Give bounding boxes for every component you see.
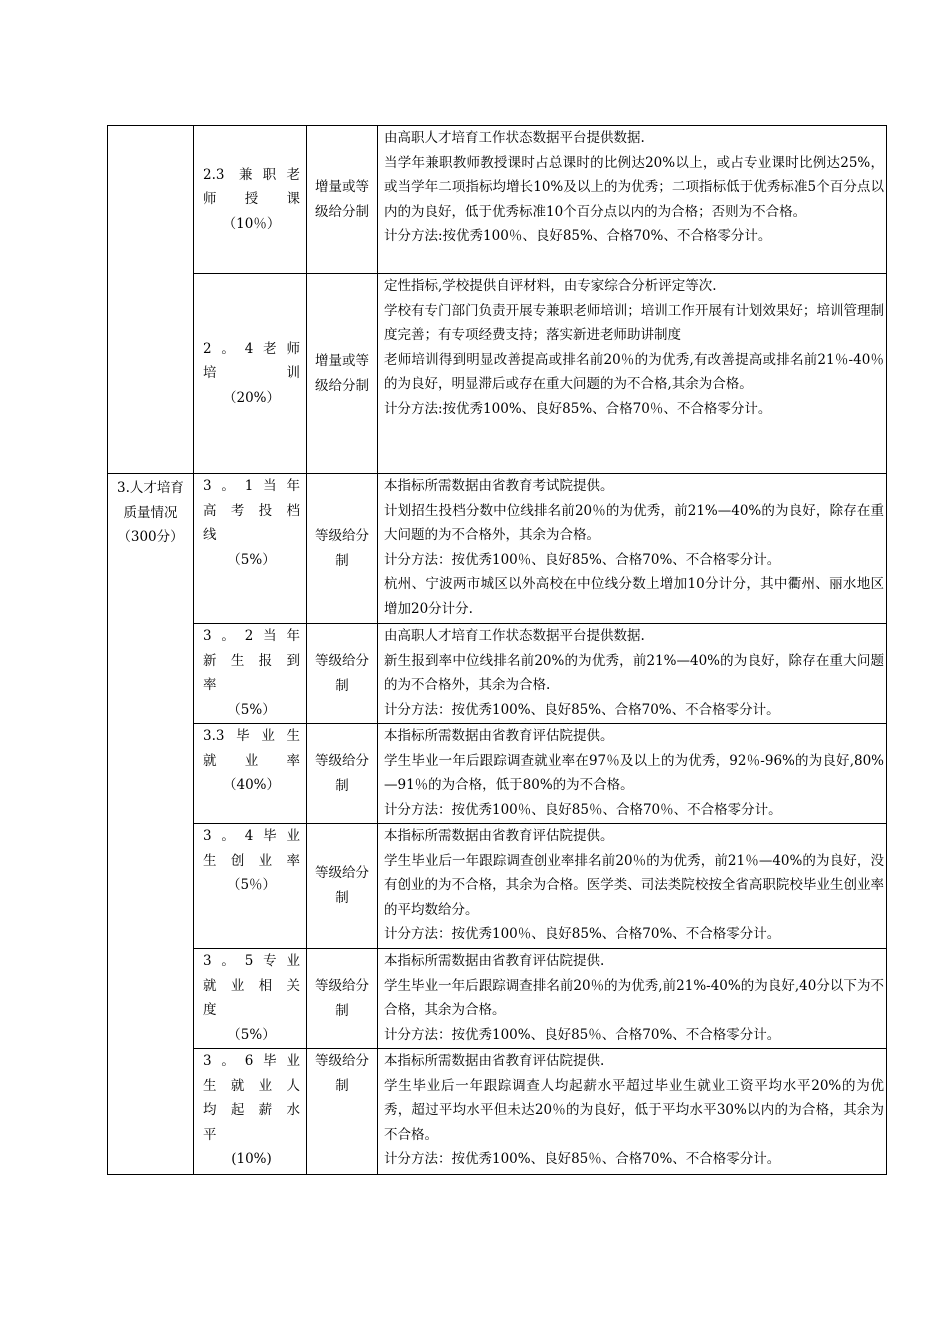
weight-label: （5％） (226, 877, 277, 894)
scoring-method-cell: 等级给分制 (307, 949, 378, 1049)
scoring-method-cell: 等级给分制 (307, 1049, 378, 1175)
indicator-cell: 3。6毕业 生就业人 均起薪水 平 (10%) (194, 1049, 307, 1175)
evaluation-table (107, 125, 887, 1175)
scoring-method-cell: 等级给分制 (307, 824, 378, 949)
table-row (108, 126, 887, 274)
weight-label: （5%） (227, 1026, 276, 1043)
indicator-cell: 2。4老师 培 训 （20%） (194, 274, 307, 474)
table-row (108, 624, 887, 724)
scoring-method-cell: 增量或等级给分制 (307, 126, 378, 274)
category-cell-empty (108, 126, 194, 474)
description-cell: 本指标所需数据由省教育评估院提供. 学生毕业一年后跟踪调查排名前20％的为优秀,前21%-40%的为良好,40分以下为不合格，其余为合格。 计分方法：按优秀100%、良好85％、合格70%、不合格零分计。 (378, 949, 887, 1049)
weight-label: （10％） (222, 215, 281, 232)
scoring-method-cell: 增量或等级给分制 (307, 274, 378, 474)
description-cell: 定性指标,学校提供自评材料，由专家综合分析评定等次. 学校有专门部门负责开展专兼职老师培训；培训工作开展有计划效果好；培训管理制度完善；有专项经费支持；落实新进老师助讲制度 老师培训得到明显改善提高或排名前20％的为优秀,有改善提高或排名前21％-40％的为良好，明显滞后或存在重大问题的为不合格,其余为合格。 计分方法:按优秀100%、良好85%、合格70％、不合格零分计。 (378, 274, 887, 474)
weight-label: （5%） (227, 551, 276, 568)
weight-label: （40%） (222, 777, 280, 794)
description-cell: 由高职人才培育工作状态数据平台提供数据. 新生报到率中位线排名前20%的为优秀，前21%—40%的为良好，除存在重大问题的为不合格外，其余为合格. 计分方法：按优秀100%、良好85%、合格70%、不合格零分计。 (378, 624, 887, 724)
table-row (108, 274, 887, 474)
description-cell: 本指标所需数据由省教育考试院提供。 计划招生投档分数中位线排名前20％的为优秀，前21%—40%的为良好，除存在重大问题的为不合格外，其余为合格。 计分方法：按优秀100％、良好85%、合格70%、不合格零分计。 杭州、宁波两市城区以外高校在中位线分数上增加10分计分，其中衢州、丽水地区增加20分计分. (378, 474, 887, 624)
indicator-cell: 3。2当年 新生报到 率 （5%） (194, 624, 307, 724)
description-cell: 本指标所需数据由省教育评估院提供。 学生毕业后一年跟踪调查创业率排名前20％的为优秀，前21％—40%的为良好，没有创业的为不合格，其余为合格。医学类、司法类院校按全省高职院校毕业生创业率的平均数给分。 计分方法：按优秀100％、良好85%、合格70%、不合格零分计。 (378, 824, 887, 949)
description-cell: 本指标所需数据由省教育评估院提供. 学生毕业后一年跟踪调查人均起薪水平超过毕业生就业工资平均水平20%的为优秀，超过平均水平但未达20％的为良好，低于平均水平30%以内的为合格，其余为不合格。 计分方法：按优秀100%、良好85％、合格70%、不合格零分计。 (378, 1049, 887, 1175)
scoring-method-cell: 等级给分制 (307, 624, 378, 724)
indicator-cell: 2.3 兼职老 师授课 （10％） (194, 126, 307, 274)
indicator-cell: 3。4毕业 生创业率 （5％） (194, 824, 307, 949)
table-row (108, 474, 887, 624)
weight-label: (10%) (231, 1151, 272, 1168)
weight-label: （5%） (227, 701, 276, 718)
description-cell: 本指标所需数据由省教育评估院提供。 学生毕业一年后跟踪调查就业率在97％及以上的为优秀，92％-96%的为良好,80%—91％的为合格，低于80%的为不合格。 计分方法：按优秀100％、良好85％、合格70％、不合格零分计。 (378, 724, 887, 824)
category-cell: 3.人才培育质量情况（300分） (108, 474, 194, 1175)
indicator-cell: 3。5专业 就业相关 度 （5%） (194, 949, 307, 1049)
indicator-cell: 3.3毕业生 就业率 （40%） (194, 724, 307, 824)
description-cell: 由高职人才培育工作状态数据平台提供数据. 当学年兼职教师教授课时占总课时的比例达20%以上，或占专业课时比例达25%，或当学年二项指标均增长10%及以上的为优秀；二项指标低于优秀标准5个百分点以内的为良好，低于优秀标准10个百分点以内的为合格；否则为不合格。 计分方法:按优秀100％、良好85%、合格70%、不合格零分计。 (378, 126, 887, 274)
table-row (108, 1049, 887, 1175)
indicator-cell: 3。1当年 高考投档 线 （5%） (194, 474, 307, 624)
weight-label: （20%） (222, 389, 280, 406)
table-row (108, 824, 887, 949)
scoring-method-cell: 等级给分制 (307, 474, 378, 624)
table-row (108, 724, 887, 824)
table-row (108, 949, 887, 1049)
scoring-method-cell: 等级给分制 (307, 724, 378, 824)
